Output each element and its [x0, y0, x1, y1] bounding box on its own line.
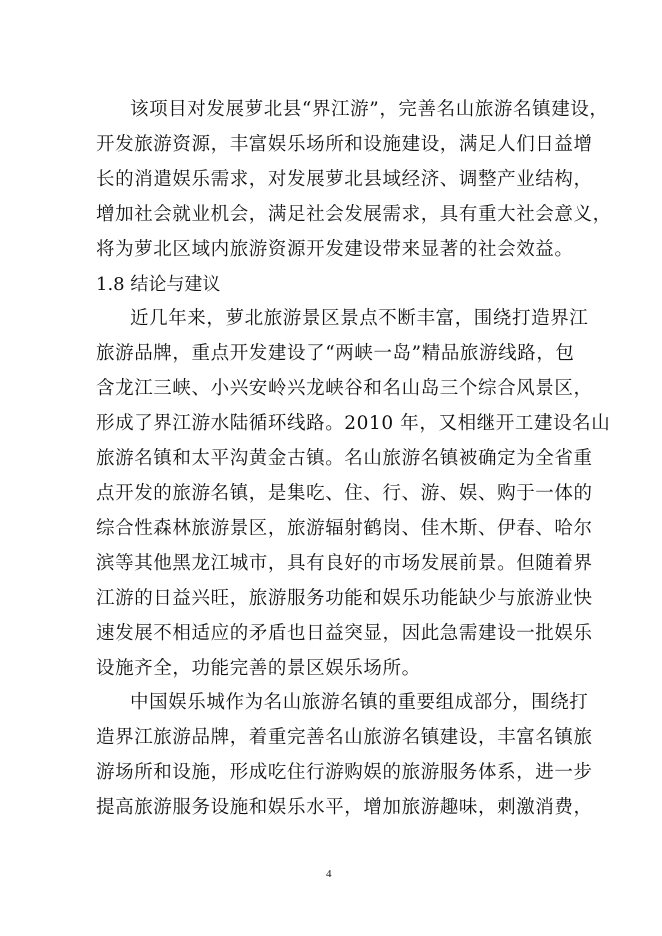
paragraph-1-line-5: 将为萝北区域内旅游资源开发建设带来显著的社会效益。 — [96, 239, 574, 260]
paragraph-2-line-7: 综合性森林旅游景区，旅游辐射鹤岗、佳木斯、伊春、哈尔 — [96, 518, 593, 539]
paragraph-2-line-1: 近几年来，萝北旅游景区景点不断丰富，围绕打造界江 — [130, 308, 589, 329]
paragraph-2-line-11: 设施齐全，功能完善的景区娱乐场所。 — [96, 658, 421, 679]
paragraph-2-line-4: 形成了界江游水陆循环线路。2010 年，又相继开工建设名山 — [96, 413, 611, 434]
paragraph-1-line-1: 该项目对发展萝北县“界江游”，完善名山旅游名镇建设， — [130, 99, 609, 120]
paragraph-2-line-6: 点开发的旅游名镇，是集吃、住、行、游、娱、购于一体的 — [96, 483, 593, 504]
paragraph-2-line-2: 旅游品牌，重点开发建设了“两峡一岛”精品旅游线路，包 — [96, 343, 575, 364]
paragraph-3-line-3: 游场所和设施，形成吃住行游购娱的旅游服务体系，进一步 — [96, 762, 593, 783]
page-number: 4 — [326, 868, 332, 880]
paragraph-2-line-10: 速发展不相适应的矛盾也日益突显，因此急需建设一批娱乐 — [96, 623, 593, 644]
paragraph-1-line-3: 长的消遣娱乐需求，对发展萝北县域经济、调整产业结构， — [96, 169, 593, 190]
paragraph-1-line-2: 开发旅游资源，丰富娱乐场所和设施建设，满足人们日益增 — [96, 134, 593, 155]
paragraph-3-line-2: 造界江旅游品牌，着重完善名山旅游名镇建设，丰富名镇旅 — [96, 727, 593, 748]
paragraph-3-line-1: 中国娱乐城作为名山旅游名镇的重要组成部分，围绕打 — [130, 692, 589, 713]
section-heading: 1.8 结论与建议 — [96, 274, 221, 295]
paragraph-3-line-4: 提高旅游服务设施和娱乐水平，增加旅游趣味，刺激消费， — [96, 797, 593, 818]
paragraph-2-line-3: 含龙江三峡、小兴安岭兴龙峡谷和名山岛三个综合风景区， — [96, 378, 593, 399]
paragraph-2-line-8: 滨等其他黑龙江城市，具有良好的市场发展前景。但随着界 — [96, 553, 593, 574]
paragraph-2-line-9: 江游的日益兴旺，旅游服务功能和娱乐功能缺少与旅游业快 — [96, 588, 593, 609]
paragraph-2-line-5: 旅游名镇和太平沟黄金古镇。名山旅游名镇被确定为全省重 — [96, 448, 593, 469]
paragraph-1-line-4: 增加社会就业机会，满足社会发展需求，具有重大社会意义， — [96, 204, 612, 225]
